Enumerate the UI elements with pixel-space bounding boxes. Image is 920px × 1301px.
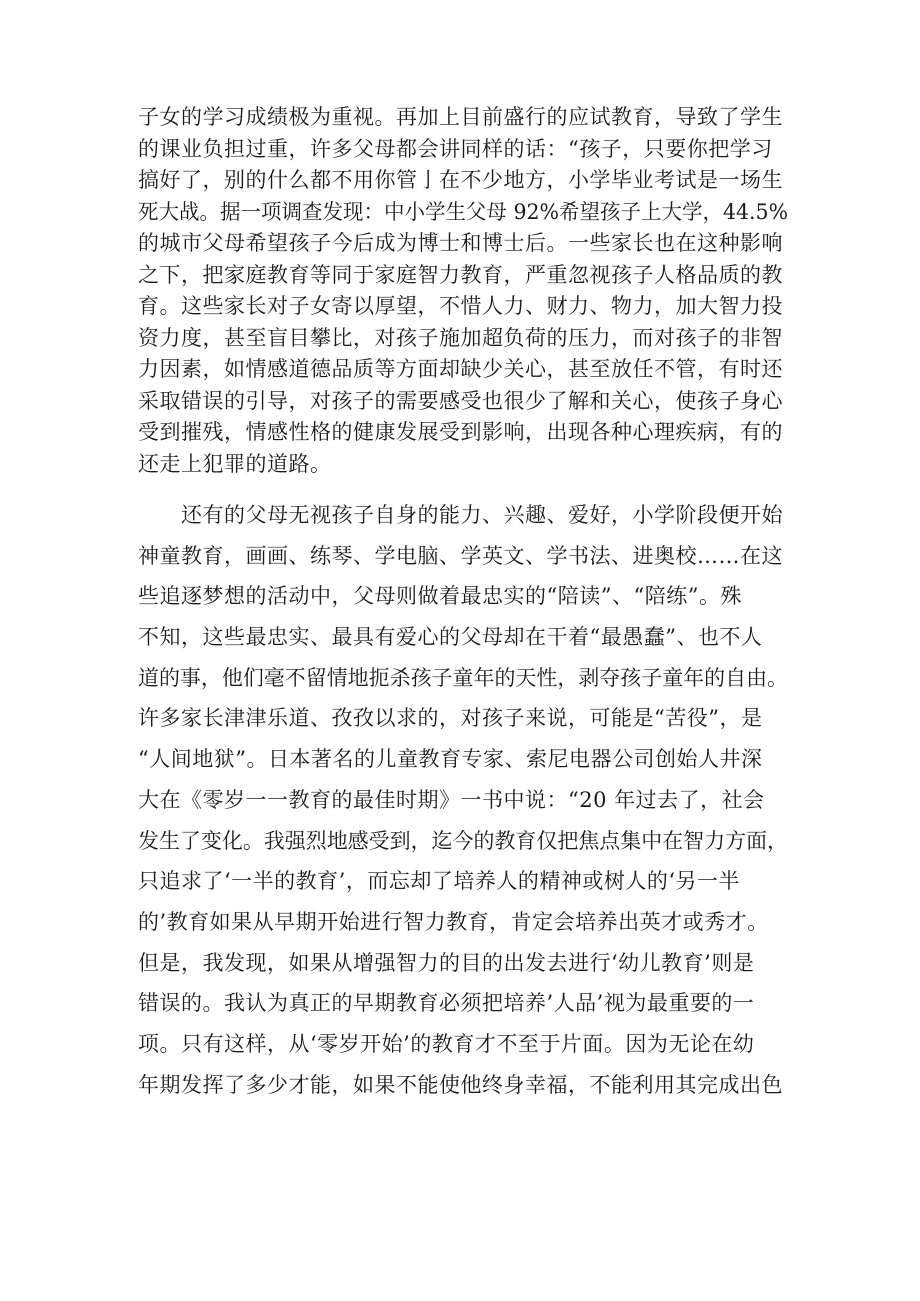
- text-line: 但是，我发现，如果从增强智力的目的出发去进行‘幼儿教育’则是: [138, 950, 755, 975]
- text-line: 道的事，他们毫不留情地扼杀孩子童年的天性，剥夺孩子童年的自由。: [138, 665, 789, 690]
- text-line: 还有的父母无视孩子自身的能力、兴趣、爱好，小学阶段便开始: [138, 503, 783, 527]
- text-line: 项。只有这样，从‘零岁开始’的教育才不至于片面。因为无论在幼: [138, 1031, 755, 1056]
- text-line: 死大战。据一项调查发现：中小学生父母 92%希望孩子上大学，44.5%: [138, 199, 789, 224]
- text-line: 力因素，如情感道德品质等方面却缺少关心，甚至放任不管，有时还: [138, 357, 783, 381]
- text-line: 发生了变化。我强烈地感受到，迄今的教育仅把焦点集中在智力方面，: [138, 828, 789, 853]
- text-line: 的课业负担过重，许多父母都会讲同样的话：“孩子，只要你把学习: [138, 136, 773, 161]
- text-line: 子女的学习成绩极为重视。再加上目前盛行的应试教育，导致了学生: [138, 105, 783, 129]
- text-line: 神童教育，画画、练琴、学电脑、学英文、学书法、进奥校……在这: [138, 543, 783, 568]
- text-line: 的’教育如果从早期开始进行智力教育，肯定会培养出英才或秀才。: [138, 909, 769, 934]
- text-line: 只追求了‘一半的教育’，而忘却了培养人的精神或树人的‘另一半: [138, 869, 741, 894]
- text-line: 搞好了，别的什么都不用你管亅在不少地方，小学毕业考试是一场生: [138, 168, 783, 192]
- text-line: 不知，这些最忠实、最具有爱心的父母却在干着“最愚蠢”、也不人: [138, 625, 763, 650]
- text-line: “人间地狱”。日本著名的儿童教育专家、索尼电器公司创始人井深: [138, 747, 763, 772]
- text-line: 还走上犯罪的道路。: [138, 451, 332, 476]
- paragraph-2: [138, 495, 788, 1105]
- text-line: 采取错误的引导，对孩子的需要感受也很少了解和关心，使孩子身心: [138, 388, 783, 413]
- text-line: 之下，把家庭教育等同于家庭智力教育，严重忽视孩子人格品质的教: [138, 262, 783, 287]
- text-line: 大在《零岁一一教育的最佳时期》一书中说：“20 年过去了，社会: [138, 787, 765, 812]
- text-line: 许多家长津津乐道、孜孜以求的，对孩子来说，可能是“苦役”，是: [138, 706, 763, 731]
- text-line: 些追逐梦想的活动中，父母则做着最忠实的“陪读”、“陪练”。殊: [138, 584, 742, 609]
- text-line: 资力度，甚至盲目攀比，对孩子施加超负荷的压力，而对孩子的非智: [138, 325, 783, 350]
- text-line: 的城市父母希望孩子今后成为博士和博士后。一些家长也在这种影响: [138, 231, 783, 255]
- paragraph-1: [138, 102, 788, 480]
- text-line: 育。这些家长对子女寄以厚望，不惜人力、财力、物力，加大智力投: [138, 294, 783, 318]
- text-line: 年期发挥了多少才能，如果不能使他终身幸福，不能利用其完成出色: [138, 1072, 783, 1097]
- text-line: 错误的。我认为真正的早期教育必须把培养’人品’视为最重要的一: [138, 991, 755, 1016]
- text-line: 受到摧残，情感性格的健康发展受到影响，出现各种心理疾病，有的: [138, 420, 783, 444]
